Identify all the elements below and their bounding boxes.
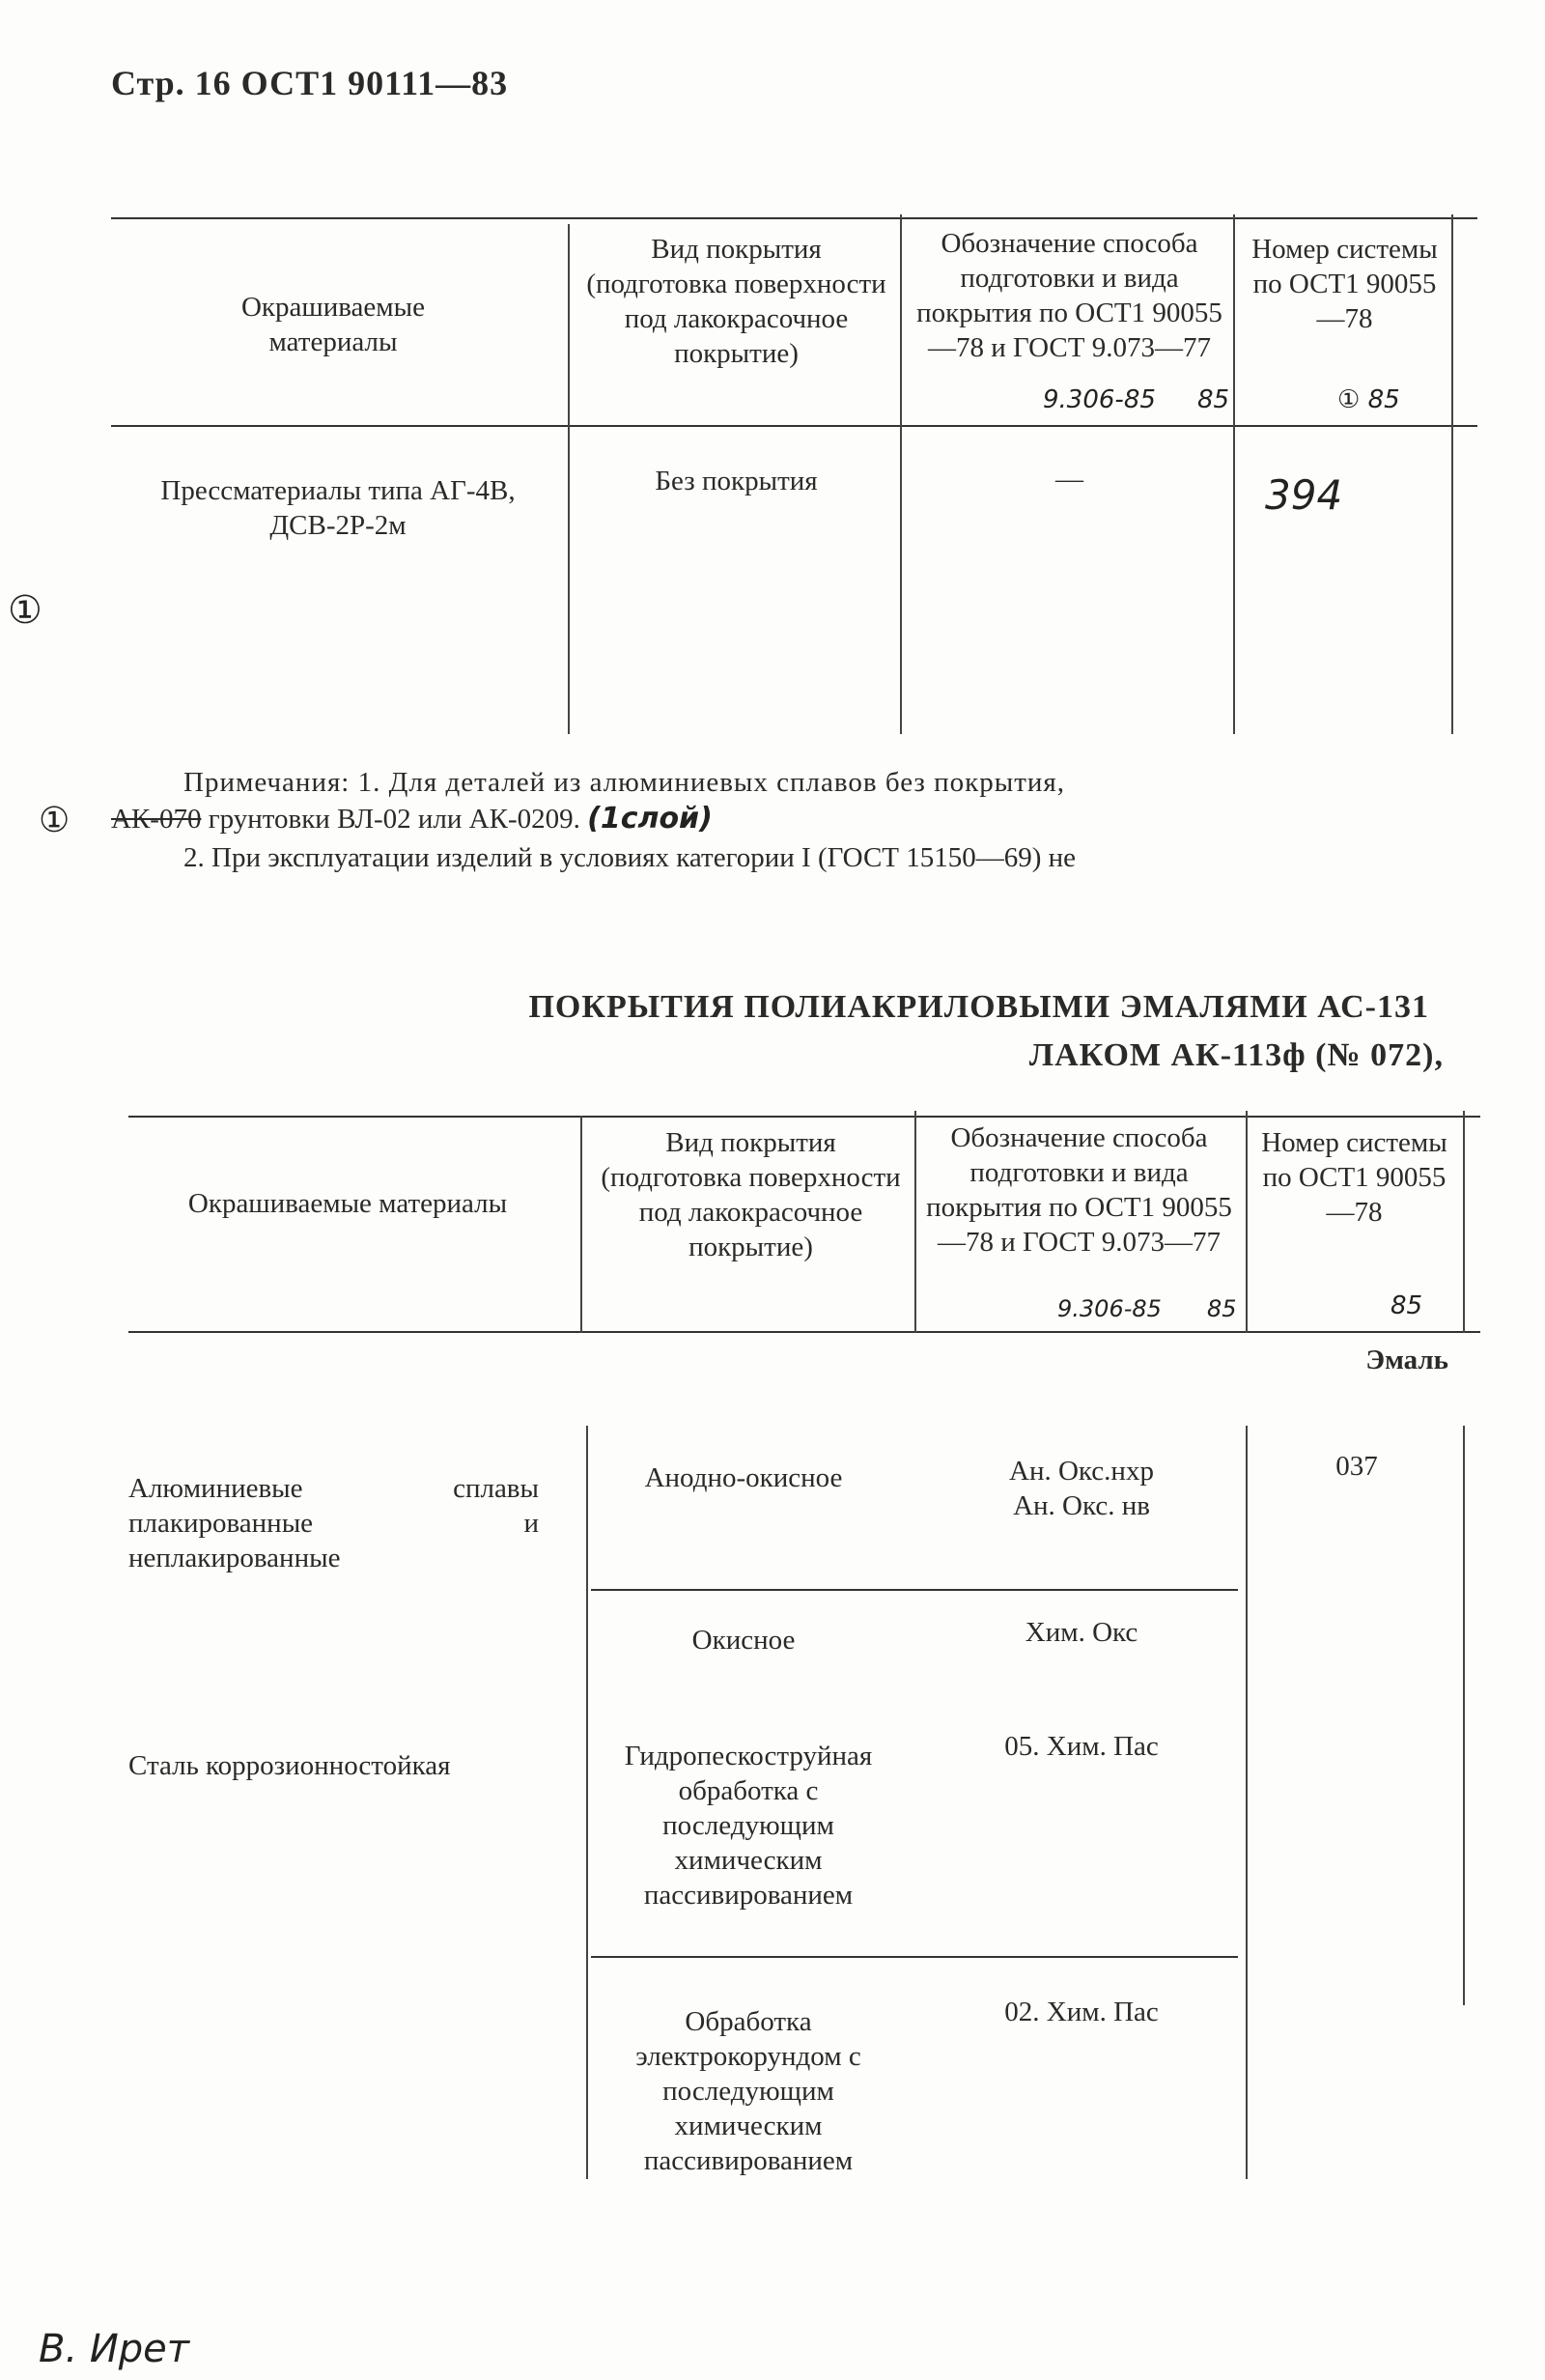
row-coating: Без покрытия	[655, 466, 818, 496]
header-system-number: Номер системы по ОСТ1 90055—78	[1251, 234, 1438, 334]
row-material: Алюминиевые сплавы плакированные и неплакированные	[128, 1473, 539, 1573]
rule	[111, 425, 1477, 427]
rule	[128, 1116, 1480, 1118]
col-divider	[914, 1111, 916, 1333]
header-materials: Окрашиваемые материалы	[187, 1188, 508, 1219]
page-header: Стр. 16 ОСТ1 90111—83	[111, 64, 509, 102]
col-divider	[1246, 1111, 1248, 1333]
section-title-1: ПОКРЫТИЯ ПОЛИАКРИЛОВЫМИ ЭМАЛЯМИ АС-131	[528, 989, 1429, 1025]
signature: В. Ирет	[39, 2327, 190, 2371]
col-divider	[580, 1116, 582, 1333]
handwritten-correction: 85	[1390, 1291, 1423, 1320]
col-divider	[1246, 1426, 1248, 2179]
row-divider	[591, 1589, 1238, 1591]
row-system: 037	[1335, 1451, 1378, 1482]
row-designation: Ан. Окс.нхр Ан. Окс. нв	[1009, 1456, 1154, 1521]
row-divider	[591, 1956, 1238, 1958]
col-divider	[1463, 1426, 1465, 2005]
struck-text: АК-070	[111, 804, 202, 835]
note-1: Примечания: 1. Для деталей из алюминиевых сплавов без покрытия,	[183, 767, 1066, 798]
section-title-2: ЛАКОМ АК-113ф (№ 072),	[1028, 1037, 1444, 1073]
handwritten-layer: (1слой)	[587, 802, 713, 836]
col-divider	[900, 214, 902, 734]
row-coating: Гидропескоструйная обработка с последующим химическим пассивированием	[624, 1741, 873, 1911]
col-divider	[1463, 1111, 1465, 1333]
row-material: Сталь коррозионностойкая	[128, 1750, 451, 1781]
handwritten-correction: 9.306-85	[1043, 385, 1156, 414]
header-designation: Обозначение способа подготовки и вида покрытия по ОСТ1 90055—78 и ГОСТ 9.073—77	[926, 1122, 1232, 1258]
header-designation: Обозначение способа подготовки и вида покрытия по ОСТ1 90055—78 и ГОСТ 9.073—77	[916, 228, 1222, 363]
header-materials: Окрашиваемые материалы	[240, 292, 425, 357]
row-coating: Обработка электрокорундом с последующим химическим пассивированием	[635, 2006, 861, 2176]
note-2: 2. При эксплуатации изделий в условиях категории I (ГОСТ 15150—69) не	[183, 842, 1077, 873]
handwritten-correction: 9.306-85	[1057, 1295, 1162, 1322]
note-1-cont	[111, 802, 713, 836]
row-coating: Анодно-окисное	[644, 1462, 843, 1493]
revision-marker: ①	[39, 801, 70, 840]
header-coating-type: Вид покрытия (подготовка поверхности под лакокрасочное покрытие)	[586, 234, 886, 369]
note-text: грунтовки ВЛ-02 или АК-0209.	[208, 804, 580, 835]
row-designation: 05. Хим. Пас	[1004, 1731, 1159, 1762]
row-designation: —	[1055, 464, 1083, 495]
header-system-number: Номер системы по ОСТ1 90055—78	[1261, 1127, 1447, 1228]
col-divider	[568, 224, 570, 734]
row-coating: Окисное	[691, 1625, 796, 1656]
row-designation: Хим. Окс	[1025, 1617, 1138, 1648]
row-system: 394	[1265, 471, 1343, 519]
handwritten-correction: 85	[1197, 385, 1230, 414]
group-label: Эмаль	[1365, 1345, 1448, 1375]
header-coating-type: Вид покрытия (подготовка поверхности под лакокрасочное покрытие)	[601, 1127, 901, 1262]
row-designation: 02. Хим. Пас	[1004, 1997, 1159, 2027]
rule	[128, 1331, 1480, 1333]
handwritten-correction: ① 85	[1337, 385, 1400, 414]
col-divider	[1233, 214, 1235, 734]
handwritten-correction: 85	[1207, 1295, 1237, 1322]
col-divider	[586, 1426, 588, 2179]
rule	[111, 217, 1477, 219]
row-material: Прессматериалы типа АГ-4В, ДСВ-2Р-2м	[160, 475, 516, 541]
revision-marker: ①	[8, 588, 42, 633]
col-divider	[1451, 214, 1453, 734]
